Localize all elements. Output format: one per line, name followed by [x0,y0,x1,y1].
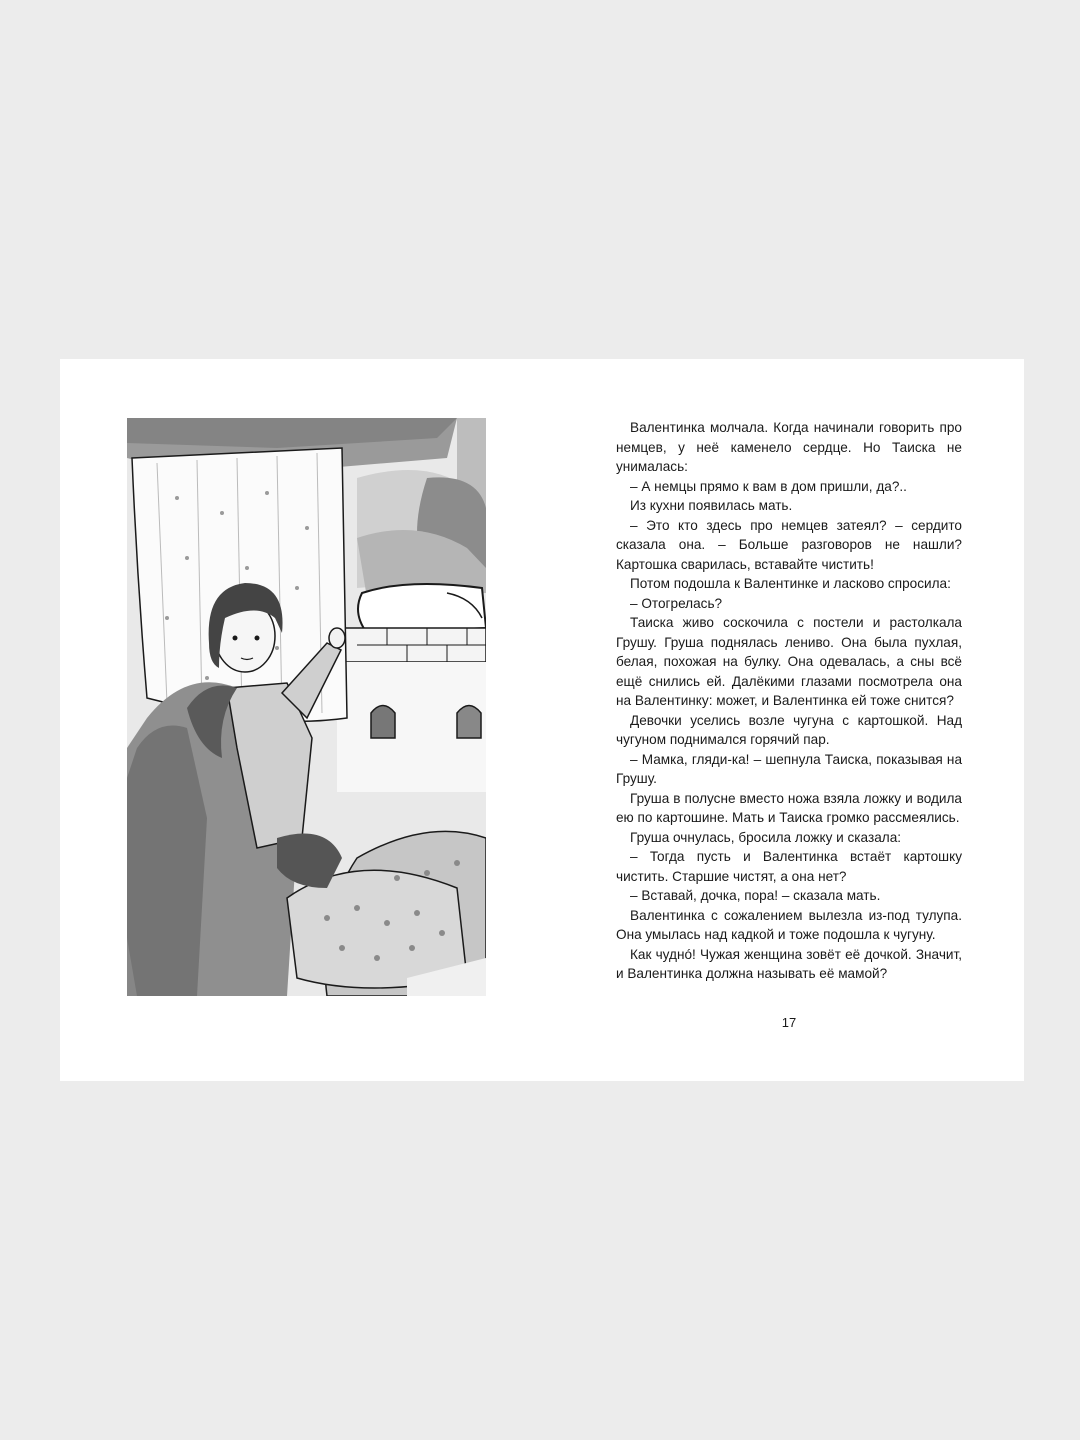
page-number: 17 [781,1015,797,1030]
paragraph: – А немцы прямо к вам в дом пришли, да?.. [630,478,907,494]
illustration-girl-by-stove [127,418,486,996]
story-text [616,418,962,984]
paragraph: Груша в полусне вместо ножа взяла ложку и водила ею по картошине. Мать и Таиска громко рассмеялись. [616,790,962,825]
paragraph: Валентинка с сожалением вылезла из-под тулупа. Она умылась над кадкой и тоже подошла к чугуну. [616,907,962,942]
paragraph: – Это кто здесь про немцев затеял? – сердито сказала она. – Больше разговоров не нашли? Картошка сварилась, вставайте чистить! [616,517,962,572]
paragraph: Как чуднó! Чужая женщина зовёт её дочкой. Значит, и Валентинка должна называть её мамой? [616,946,962,981]
paragraph: Из кухни появилась мать. [630,498,793,513]
paragraph: – Мамка, гляди-ка! – шепнула Таиска, показывая на Грушу. [616,751,962,786]
paragraph: – Тогда пусть и Валентинка встаёт картошку чистить. Старшие чистят, а она нет? [616,849,962,884]
paragraph: – Отогрелась? [630,595,723,611]
paragraph: – Вставай, дочка, пора! – сказала мать. [630,888,881,903]
paragraph: Потом подошла к Валентинке и ласково спросила: [630,576,951,591]
book-spread [60,359,1024,1081]
illustration-drawing [127,418,486,996]
paragraph: Девочки уселись возле чугуна с картошкой. Над чугуном поднимался горячий пар. [616,712,962,747]
paragraph: Таиска живо соскочила с постели и растолкала Грушу. Груша поднялась лениво. Она была пухлая, белая, похожая на булку. Она одевалась, а сны всё ещё снились ей. Далёкими глазами посмотрела она на Валентинку: может, и Валентинка ей тоже снится? [616,615,962,708]
paragraph: Валентинка молчала. Когда начинали говорить про немцев, у неё каменело сердце. Но Таиска не унималась: [616,420,962,474]
paragraph: Груша очнулась, бросила ложку и сказала: [630,829,902,845]
